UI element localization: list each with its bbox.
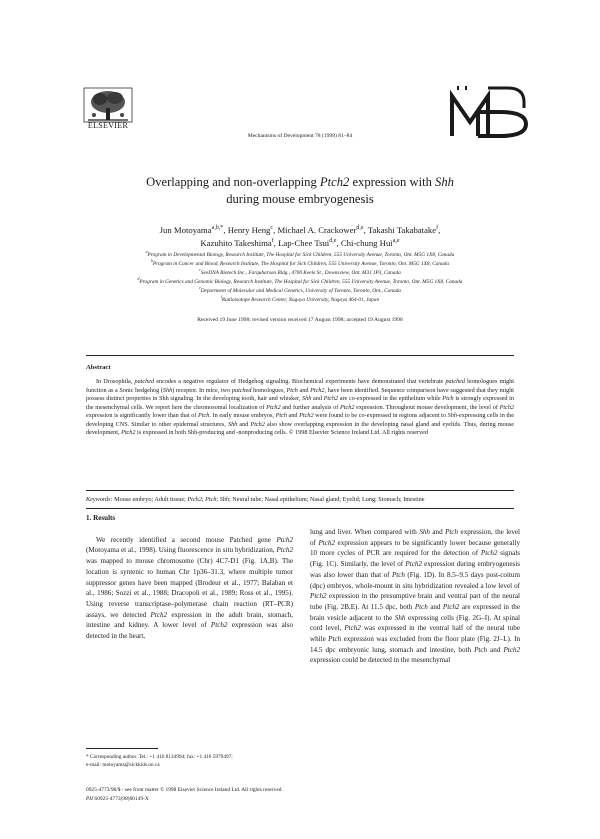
page-footer: 0925-4773/98/$ - see front matter © 1998 Elsevier Science Ireland Ltd. All rights reserved PII S0925-4773(98)00149-X xyxy=(86,786,406,803)
author: Michael A. Crackower xyxy=(277,225,357,235)
results-paragraph: We recently identified a second mouse Patched gene Ptch2 (Motoyama et al., 1998). Using fluorescence in situ hybridization, Ptch2 was mapped to mouse chromosome (Chr) 4C7-D1 (Fig. 1A,B). The location is syntenic to human Chr 1p36–31.3, where multiple tumor suppressor genes have been mapped (Brodeur et al., 1977; Balaban et al., 1986; Sozzi et al., 1988; Dracopoli et al., 1989; Ross et al., 1995). Using reverse transcriptase–polymerase chain reaction (RT–PCR) assays, we detected Ptch2 expression in the adult brain, stomach, intestine and kidney. A lower level of Ptch2 expression was also detected in the heart, xyxy=(86,535,294,641)
journal-reference: Mechanisms of Development 78 (1998) 81–84 xyxy=(247,133,353,139)
pii: PII S0925-4773(98)00149-X xyxy=(86,795,149,802)
authors-line-2: Kazuhito Takeshima$^f$, Lap-Chee Tsui$^{d,e}$, Chi-chung Hui$^{a,e}$ xyxy=(200,237,400,248)
author: Kazuhito Takeshima xyxy=(200,237,272,248)
abstract-top-rule xyxy=(86,355,514,356)
keywords: Keywords: Mouse embryo; Adult tissue; Ptch2; Ptch; Shh; Neural tube; Nasal epithelium; Nasal gland; Eyelid; Lung; Stomach; Intestine xyxy=(86,496,425,503)
right-column-paragraph: lung and liver. When compared with Shh and Ptch expression, the level of Ptch2 expression appears to be significantly lower because generally 10 more cycles of PCR are required for the detection of Ptch2 signals (Fig. 1C). Similarly, the level of Ptch2 expression during embryogenesis was also lower than that of Ptch (Fig. 1D). In 8.5–9.5 days post-coitum (dpc) embryos, whole-mount in situ hybridization revealed a low level of Ptch2 expression in the presumptive brain and ventral part of the neural tube (Fig. 2B,E). At 11.5 dpc, both Ptch and Ptch2 are expressed in the brain vesicle adjacent to the Shh expressing cells (Fig. 2G–I). At spinal cord level, Ptch2 was expressed in the ventral half of the neural tube while Ptch expression was excluded from the floor plate (Fig. 2J–L). In 14.5 dpc embryonic lung, stomach and intestine, both Ptch and Ptch2 expression could be detected in the mesenchymal xyxy=(310,528,520,665)
author: Takashi Takabatake xyxy=(367,225,437,235)
title-line-2: during mouse embryogenesis xyxy=(226,192,374,206)
affiliation: $^d$Program in Genetics and Genomic Biology, Research Institute, The Hospital for Sick Children, 555 University Avenue, Toronto, Ont. M5G 1X8, Canada xyxy=(137,276,463,285)
affiliation: $^e$Department of Molecular and Medical Genetics, University of Toronto, Toronto, Ont., Canada xyxy=(199,285,401,294)
author: Jun Motoyama xyxy=(159,225,212,235)
title-line-1: Overlapping and non-overlapping Ptch2 expression with Shh xyxy=(146,175,454,189)
abstract-heading: Abstract xyxy=(86,364,111,371)
author: Henry Heng xyxy=(227,225,271,235)
article-title xyxy=(60,174,540,208)
abstract-text: In Drosophila, patched encodes a negative regulator of Hedgehog signaling. Biochemical experiments have demonstrated that vertebrate patched homologues might function as a Sonic hedgehog (Shh) receptor. In mice, two patched homologues, Ptch and Ptch2, have been identified. Sequence comparison have suggested that they might possess distinct properties in Shh signaling. In the developing tooth, hair and whisker, Shh and Ptch2 are co-expressed in the epithelium while Ptch is strongly expressed in the mesenchymal cells. We report here the chromosomal localization of Ptch2 and further analysis of Ptch2 expression. Throughout mouse development, the level of Ptch2 expression is significantly lower than that of Ptch. In early mouse embryos, Ptch and Ptch2 were found to be co-expressed in regions adjacent to Shh-expressing cells in the developing CNS. Similar to other epidermal structures, Shh and Ptch2 also show overlapping expression in the developing nasal gland and eyelids. Thus, during mouse development, Ptch2 is expressed in both Shh-producing and -nonproducing cells. © 1998 Elsevier Science Ireland Ltd. All rights reserved xyxy=(86,378,515,437)
affiliation: $^a$Program in Developmental Biology, Research Institute, The Hospital for Sick Children, 555 University Avenue, Toronto, Ont. M5G 1X8, Canada xyxy=(145,250,455,258)
affiliation: $^b$Program in Cancer and Blood, Research Institute, The Hospital for Sick Children, 555 University Avenue, Toronto, Ont. M5G 1X8, Canada xyxy=(151,259,449,267)
footnote-rule xyxy=(86,748,158,749)
author: Lap-Chee Tsui xyxy=(278,237,330,248)
received-dates: Received 19 June 1998; revised version received 17 August 1998; accepted 19 August 1998 xyxy=(197,317,403,323)
body-top-rule xyxy=(86,508,514,509)
journal-logo xyxy=(448,82,530,140)
author-list xyxy=(60,224,540,249)
authors-line-1: Jun Motoyama$^{a,b,*}$, Henry Heng$^c$, Michael A. Crackower$^{d,e}$, Takashi Takabatake$^f$, xyxy=(159,225,441,235)
author: Chi-chung Hui xyxy=(340,237,393,248)
section-heading: 1. Results xyxy=(86,514,116,522)
publisher-name: ELSEVIER xyxy=(87,121,129,130)
affiliation: $^c$SeeDNA Biotech Inc., Farquharson Bldg., 4700 Keele St., Downsview, Ont. M3J 1P3, Canada xyxy=(199,268,401,276)
affiliation: $^f$Radioisotope Research Center, Nagoya University, Nagoya 464-01, Japan xyxy=(220,294,380,303)
corresponding-author-footnote: * Corresponding author. Tel.: +1 416 8134994; fax: +1 416 5979497; e-mail: motoyama@sickkids.on.ca xyxy=(86,754,233,768)
left-column xyxy=(86,513,293,642)
keywords-rule xyxy=(86,490,514,491)
affiliations xyxy=(60,251,540,304)
